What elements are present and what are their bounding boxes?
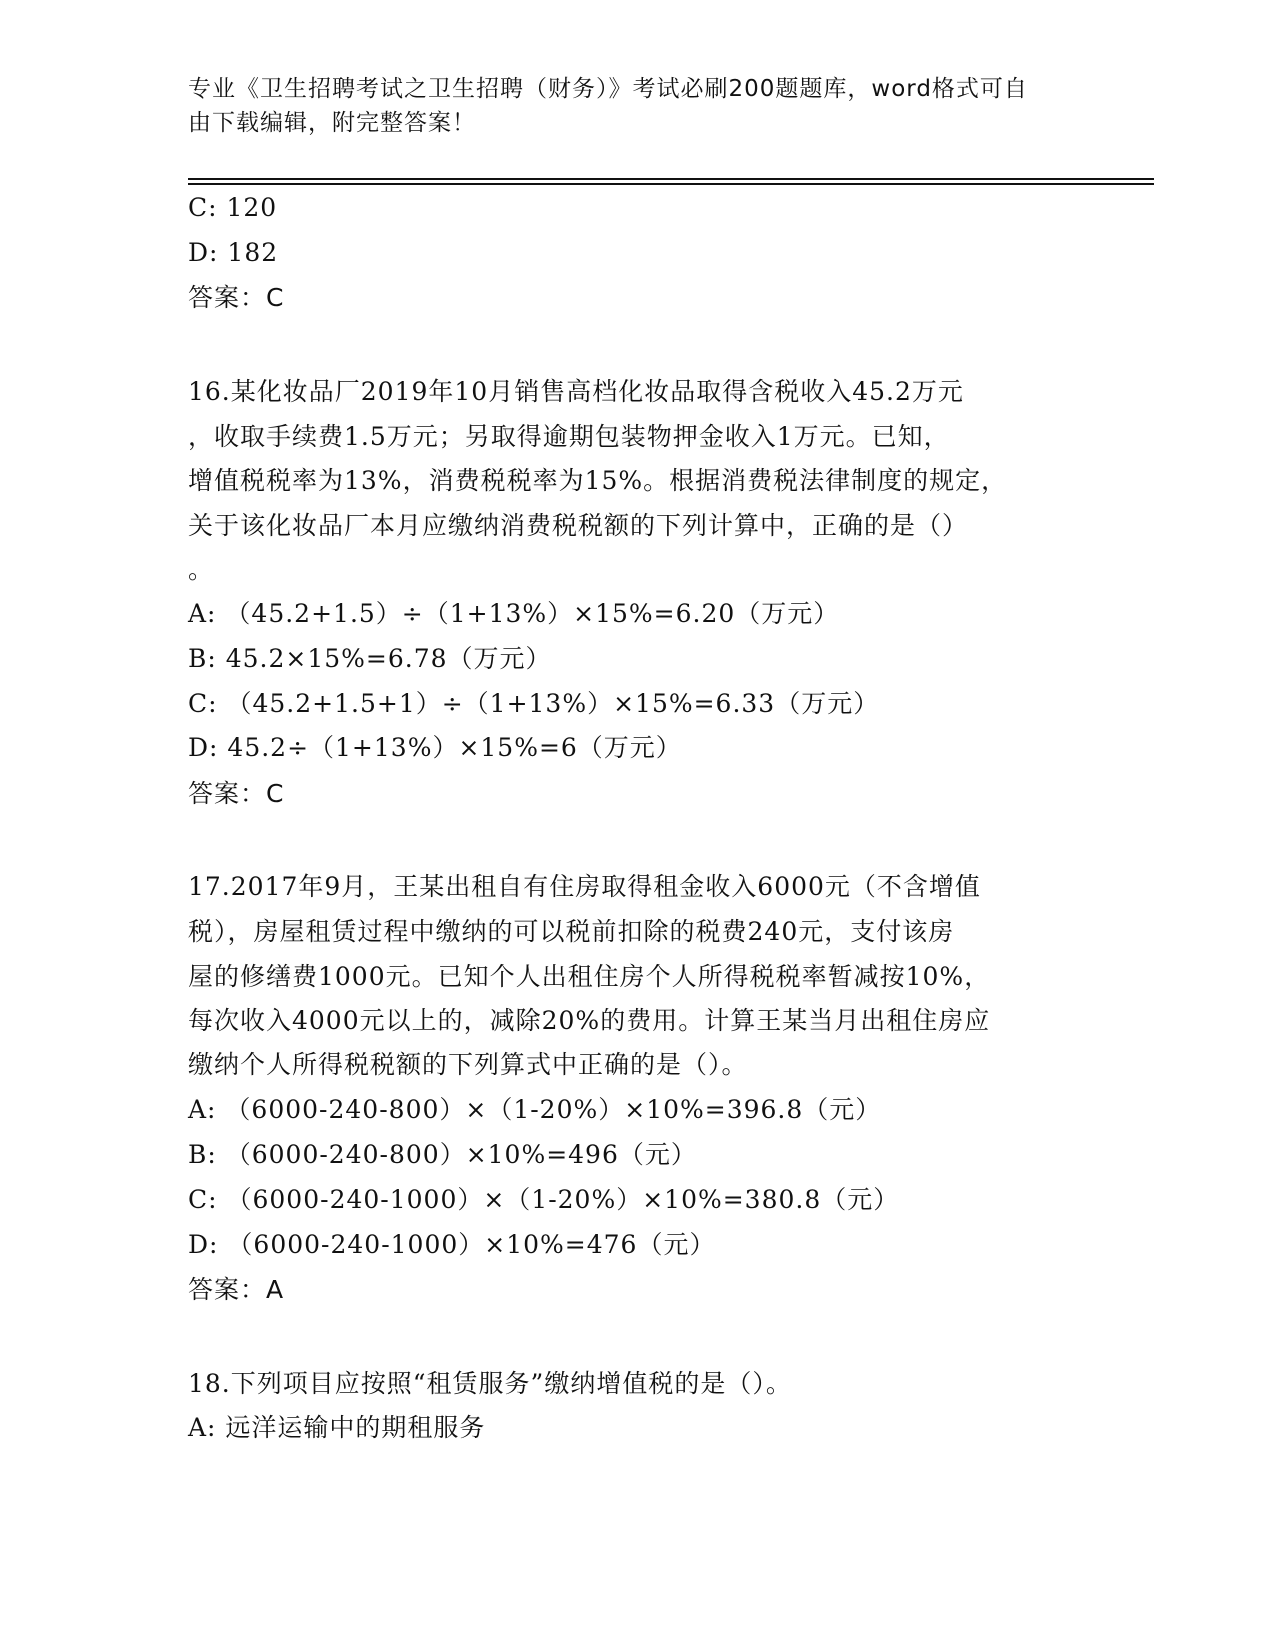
- q16-stem-line: 关于该化妆品厂本月应缴纳消费税税额的下列计算中，正确的是（）: [188, 511, 969, 540]
- q16-stem-line: 增值税税率为13%，消费税税率为15%。根据消费税法律制度的规定，: [188, 466, 1008, 495]
- document-header: [188, 72, 1068, 140]
- q17-stem-line: 17.2017年9月，王某出租自有住房取得租金收入6000元（不含增值: [188, 872, 981, 901]
- q16-option-c: C: （45.2+1.5+1）÷（1+13%）×15%=6.33（万元）: [188, 689, 880, 718]
- q17-option-c: C: （6000-240-1000）×（1-20%）×10%=380.8（元）: [188, 1185, 900, 1214]
- q17-option-d: D: （6000-240-1000）×10%=476（元）: [188, 1230, 716, 1259]
- q16-option-d: D: 45.2÷（1+13%）×15%=6（万元）: [188, 733, 682, 762]
- q16-answer: 答案：C: [188, 779, 285, 808]
- q18-stem-line: 18.下列项目应按照“租赁服务”缴纳增值税的是（）。: [188, 1369, 792, 1398]
- q16-stem-line: 。: [188, 555, 215, 584]
- header-divider-bottom: [188, 183, 1154, 185]
- prev-answer: 答案：C: [188, 283, 285, 312]
- header-line-2: 由下载编辑，附完整答案！: [188, 110, 476, 136]
- q16-option-b: B: 45.2×15%=6.78（万元）: [188, 644, 552, 673]
- q17-option-b: B: （6000-240-800）×10%=496（元）: [188, 1140, 697, 1169]
- q16-option-a: A: （45.2+1.5）÷（1+13%）×15%=6.20（万元）: [188, 599, 840, 628]
- prev-option-c: C: 120: [188, 193, 278, 222]
- header-divider-top: [188, 178, 1154, 180]
- q16-stem-line: ，收取手续费1.5万元；另取得逾期包装物押金收入1万元。已知，: [188, 422, 950, 451]
- q17-stem-line: 缴纳个人所得税税额的下列算式中正确的是（）。: [188, 1050, 748, 1079]
- q17-answer: 答案：A: [188, 1275, 285, 1304]
- header-line-1: 专业《卫生招聘考试之卫生招聘（财务）》考试必刷200题题库，word格式可自: [188, 76, 1028, 102]
- prev-option-d: D: 182: [188, 238, 279, 267]
- q16-stem-line: 16.某化妆品厂2019年10月销售高档化妆品取得含税收入45.2万元: [188, 377, 964, 406]
- q17-stem-line: 屋的修缮费1000元。已知个人出租住房个人所得税税率暂减按10%，: [188, 962, 991, 991]
- q17-stem-line: 每次收入4000元以上的，减除20%的费用。计算王某当月出租住房应: [188, 1006, 991, 1035]
- q17-stem-line: 税），房屋租赁过程中缴纳的可以税前扣除的税费240元，支付该房: [188, 917, 955, 946]
- q17-option-a: A: （6000-240-800）×（1-20%）×10%=396.8（元）: [188, 1095, 882, 1124]
- q18-option-a: A: 远洋运输中的期租服务: [188, 1413, 486, 1442]
